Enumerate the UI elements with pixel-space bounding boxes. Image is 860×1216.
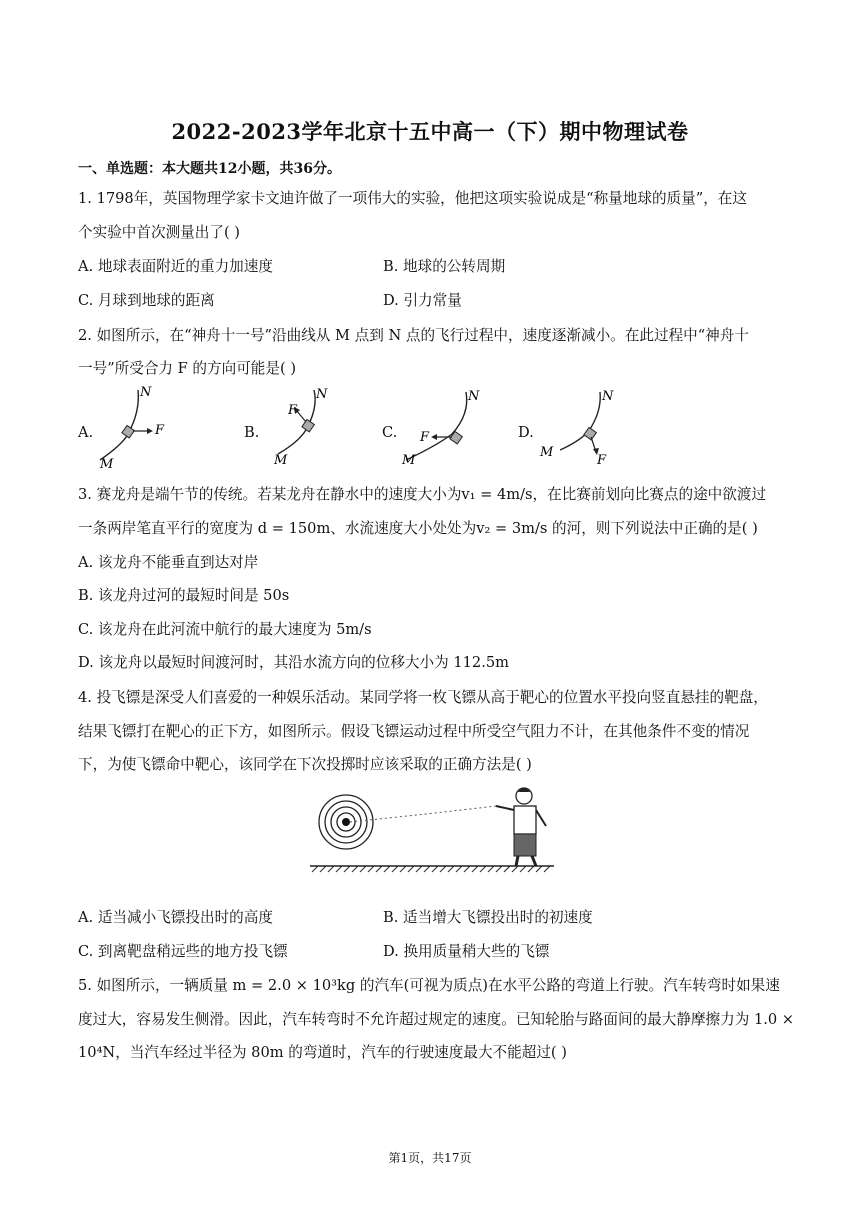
q3-line2: 一条两岸笔直平行的宽度为 d = 150m、水流速度大小处处为v₂ = 3m/s 的河，则下列说法中正确的是( ) bbox=[78, 520, 758, 537]
q3-option-b: B. 该龙舟过河的最短时间是 50s bbox=[78, 587, 290, 604]
q1-option-c: C. 月球到地球的距离 bbox=[78, 292, 215, 309]
q4-line1: 4. 投飞镖是深受人们喜爱的一种娱乐活动。某同学将一枚飞镖从高于靶心的位置水平投向竖直悬挂的靶盘， bbox=[78, 689, 768, 706]
q4-option-b: B. 适当增大飞镖投出时的初速度 bbox=[383, 909, 593, 926]
svg-text:N: N bbox=[140, 385, 152, 400]
svg-text:N: N bbox=[602, 389, 614, 404]
svg-text:M: M bbox=[540, 445, 554, 460]
page-title: 2022-2023学年北京十五中高一（下）期中物理试卷 bbox=[171, 119, 689, 144]
svg-text:N: N bbox=[316, 387, 328, 402]
q1-option-d: D. 引力常量 bbox=[383, 292, 462, 309]
q2-diagram-label-a: A. bbox=[78, 424, 94, 441]
q1-line1: 1. 1798年，英国物理学家卡文迪许做了一项伟大的实验，他把这项实验说成是“称量地球的质量”，在这 bbox=[78, 190, 747, 207]
q1-option-b: B. 地球的公转周期 bbox=[383, 258, 506, 275]
q1-line2: 个实验中首次测量出了( ) bbox=[78, 224, 240, 241]
q5-line1: 5. 如图所示，一辆质量 m = 2.0 × 10³kg 的汽车(可视为质点)在水平公路的弯道上行驶。汽车转弯时如果速 bbox=[78, 977, 780, 994]
q2-diagram-a bbox=[96, 384, 186, 470]
q2-line1: 2. 如图所示，在“神舟十一号”沿曲线从 M 点到 N 点的飞行过程中，速度逐渐减小。在此过程中“神舟十 bbox=[78, 327, 749, 344]
svg-text:N: N bbox=[468, 389, 480, 404]
svg-text:M: M bbox=[100, 457, 114, 470]
svg-text:F: F bbox=[155, 423, 165, 438]
q4-option-c: C. 到离靶盘稍远些的地方投飞镖 bbox=[78, 943, 288, 960]
section-heading: 一、单选题：本大题共12小题，共36分。 bbox=[78, 161, 341, 177]
q4-line2: 结果飞镖打在靶心的正下方，如图所示。假设飞镖运动过程中所受空气阻力不计，在其他条件不变的情况 bbox=[78, 723, 750, 740]
q4-line3: 下，为使飞镖命中靶心，该同学在下次投掷时应该采取的正确方法是( ) bbox=[78, 756, 532, 773]
q4-option-d: D. 换用质量稍大些的飞镖 bbox=[383, 943, 550, 960]
q2-line2: 一号”所受合力 F 的方向可能是( ) bbox=[78, 360, 297, 377]
q3-option-c: C. 该龙舟在此河流中航行的最大速度为 5m/s bbox=[78, 621, 372, 638]
q2-diagram-label-b: B. bbox=[244, 424, 260, 441]
q2-diagram-d bbox=[536, 384, 626, 470]
q2-diagram-label-d: D. bbox=[518, 424, 534, 441]
svg-text:M: M bbox=[402, 453, 416, 468]
dartboard-figure bbox=[308, 780, 558, 876]
svg-text:F: F bbox=[288, 403, 298, 418]
q3-option-d: D. 该龙舟以最短时间渡河时，其沿水流方向的位移大小为 112.5m bbox=[78, 654, 509, 671]
q2-diagram-b bbox=[266, 384, 346, 470]
q3-option-a: A. 该龙舟不能垂直到达对岸 bbox=[78, 554, 259, 571]
page-footer: 第1页，共17页 bbox=[388, 1151, 472, 1165]
q5-line2: 度过大，容易发生侧滑。因此，汽车转弯时不允许超过规定的速度。已知轮胎与路面间的最大静摩擦力为 1.0 × bbox=[78, 1011, 795, 1028]
svg-text:F: F bbox=[597, 453, 607, 468]
q1-option-a: A. 地球表面附近的重力加速度 bbox=[78, 258, 273, 275]
svg-text:M: M bbox=[274, 453, 288, 468]
q4-option-a: A. 适当减小飞镖投出时的高度 bbox=[78, 909, 273, 926]
q2-diagram-label-c: C. bbox=[382, 424, 398, 441]
q5-line3: 10⁴N，当汽车经过半径为 80m 的弯道时，汽车的行驶速度最大不能超过( ) bbox=[78, 1044, 567, 1061]
q3-line1: 3. 赛龙舟是端午节的传统。若某龙舟在静水中的速度大小为v₁ = 4m/s，在比赛前划向比赛点的途中欲渡过 bbox=[78, 486, 767, 503]
q2-diagram-c bbox=[398, 384, 494, 470]
svg-text:F: F bbox=[420, 430, 430, 445]
